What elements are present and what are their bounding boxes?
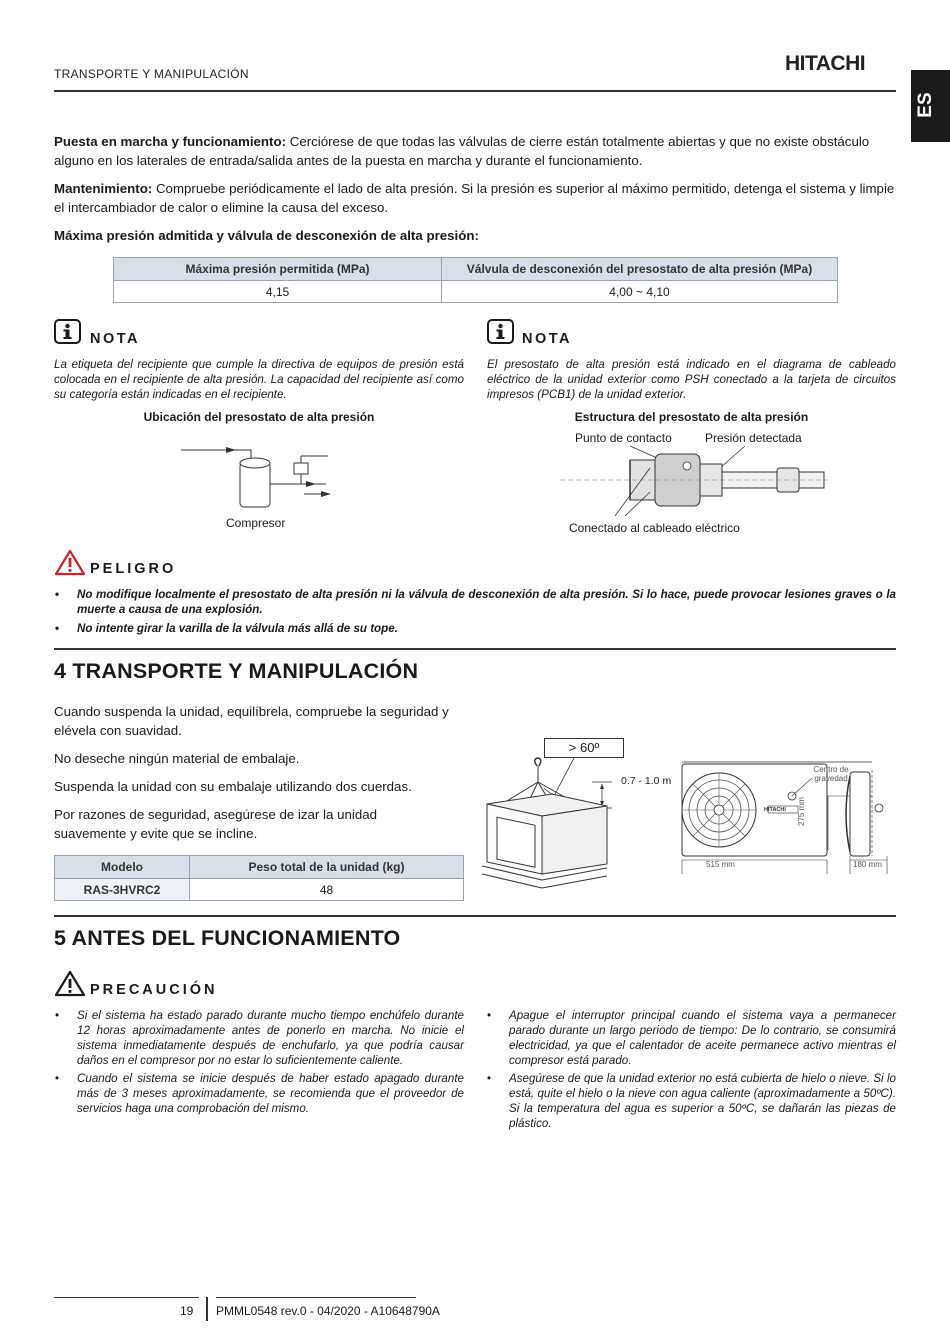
caution-title: PRECAUCIÓN — [90, 982, 218, 998]
gravity-center-label: Centro de gravedad — [813, 765, 849, 783]
table-cell: 48 — [190, 879, 464, 901]
info-icon — [487, 319, 514, 344]
table-row — [55, 879, 464, 901]
table-cell: 4,00 ~ 4,10 — [442, 281, 838, 303]
table-cell: 4,15 — [114, 281, 442, 303]
angle-label: > 60º — [544, 738, 624, 758]
footer-rule-right — [216, 1297, 416, 1298]
maintenance-paragraph — [54, 179, 896, 217]
table-header-cell: Máxima presión permitida (MPa) — [114, 258, 442, 281]
height-dimension: 275 mm — [797, 797, 806, 826]
section-5-rule — [54, 915, 896, 917]
intro-block — [54, 132, 896, 245]
danger-list — [54, 587, 896, 639]
danger-title: PELIGRO — [90, 561, 177, 577]
language-tab — [911, 70, 950, 142]
table-cell: RAS-3HVRC2 — [55, 879, 190, 901]
page-number: 19 — [180, 1304, 194, 1318]
section-5-title: 5 ANTES DEL FUNCIONAMIENTO — [54, 926, 401, 950]
list-item: • No intente girar la varilla de la válvula más allá de su tope. — [54, 621, 896, 636]
compressor-figure-caption: Ubicación del presostato de alta presión — [143, 410, 375, 424]
note-left-title: NOTA — [90, 331, 141, 347]
list-item: • Cuando el sistema se inicie después de haber estado apagado durante más de 3 meses aproximadamente, se recomienda que el proveedor de servicios haga una comprobación del mismo. — [54, 1071, 464, 1116]
transport-paragraph: Por razones de seguridad, asegúrese de izar la unidad suavemente y evite que se incline. — [54, 807, 378, 841]
section-4-title: 4 TRANSPORTE Y MANIPULACIÓN — [54, 659, 419, 683]
table-header-row — [114, 258, 838, 281]
maintenance-text: Compruebe periódicamente el lado de alta presión. Si la presión es superior al máximo permitido, detenga el sistema y limpie el intercambiador de calor o elimine la causa del exceso. — [54, 181, 895, 215]
pressure-switch-caption: Estructura del presostato de alta presión — [574, 410, 809, 424]
detected-pressure-label: Presión detectada — [705, 431, 802, 445]
header-rule — [54, 90, 896, 92]
maintenance-label: Mantenimiento: — [54, 181, 153, 196]
footer-rule-left — [54, 1297, 199, 1298]
note-right-text: El presostato de alta presión está indicado en el diagrama de cableado eléctrico de la unidad exterior como PSH conectado a la tarjeta de circuitos impresos (PCB1) de la unidad exterior. — [487, 358, 896, 401]
transport-paragraph: Suspenda la unidad con su embalaje utilizando dos cuerdas. — [54, 779, 412, 794]
table-header-cell: Válvula de desconexión del presostato de alta presión (MPa) — [442, 258, 838, 281]
header-section-title: TRANSPORTE Y MANIPULACIÓN — [54, 67, 249, 81]
transport-text — [54, 702, 449, 843]
contact-point-label: Punto de contacto — [575, 431, 672, 445]
list-item: • Asegúrese de que la unidad exterior no está cubierta de hielo o nieve. Si lo está, quite el hielo o la nieve con agua caliente (aproximadamente a 50ºC). Si la temperatura del agua es superior a 50ºC, se dañarán las piezas de plástico. — [486, 1071, 896, 1131]
distance-label: 0.7 - 1.0 m — [621, 775, 672, 787]
table-header-cell: Peso total de la unidad (kg) — [190, 856, 464, 879]
footer-divider — [206, 1297, 208, 1321]
transport-paragraph: Cuando suspenda la unidad, equilíbrela, compruebe la seguridad y elévela con suavidad. — [54, 704, 449, 738]
caution-list-right — [486, 1008, 896, 1134]
document-code: PMML0548 rev.0 - 04/2020 - A10648790A — [216, 1304, 440, 1318]
compressor-label: Compresor — [226, 516, 286, 530]
unit-brand-label: HITACHI — [764, 807, 786, 813]
startup-text: Cerciórese de que todas las válvulas de cierre están totalmente abiertas y que no existe obstáculo alguno en los laterales de entrada/salida antes de la puesta en marcha y durante el funcionamiento. — [54, 134, 870, 168]
pressure-table-title: Máxima presión admitida y válvula de desconexión de alta presión: — [54, 228, 479, 243]
caution-warning-icon — [54, 970, 86, 997]
note-right-title: NOTA — [522, 331, 573, 347]
table-header-row — [55, 856, 464, 879]
startup-label: Puesta en marcha y funcionamiento: — [54, 134, 287, 149]
pressure-switch-diagram — [560, 444, 830, 520]
danger-warning-icon — [54, 549, 86, 576]
transport-paragraph: No deseche ningún material de embalaje. — [54, 751, 300, 766]
table-row — [114, 281, 838, 303]
pressure-table — [113, 257, 838, 303]
startup-paragraph — [54, 132, 896, 170]
list-item: • Apague el interruptor principal cuando el sistema vaya a permanecer parado durante un largo periodo de tiempo: De lo contrario, se consumirá electricidad, ya que el calentador de aceite permanece activo mientras el compresor está parado. — [486, 1008, 896, 1068]
section-4-rule — [54, 648, 896, 650]
language-code: ES — [915, 92, 936, 118]
note-left-text: La etiqueta del recipiente que cumple la directiva de equipos de presión está colocada en el recipiente de alta presión. La capacidad del recipiente así como su categoría están indicadas en el recipiente. — [54, 358, 464, 401]
info-icon — [54, 319, 81, 344]
caution-list-left — [54, 1008, 464, 1119]
width-dimension: 515 mm — [706, 860, 735, 869]
table-header-cell: Modelo — [55, 856, 190, 879]
list-item: • Si el sistema ha estado parado durante mucho tiempo enchúfelo durante 12 horas aproximadamente antes de ponerlo en marcha. No inicie el sistema inmediatamente después de enchufarlo, ya que podría causar daños en el compresor por no estar lo suficientemente caliente. — [54, 1008, 464, 1068]
wiring-label: Conectado al cableado eléctrico — [569, 521, 740, 535]
weight-table — [54, 855, 464, 901]
compressor-diagram — [176, 436, 346, 511]
list-item: • No modifique localmente el presostato de alta presión ni la válvula de desconexión de alta presión. Si lo hace, puede provocar lesiones graves o la muerte a causa de una explosión. — [54, 587, 896, 617]
depth-dimension: 180 mm — [853, 860, 882, 869]
brand-logo: HITACHI — [785, 52, 866, 75]
